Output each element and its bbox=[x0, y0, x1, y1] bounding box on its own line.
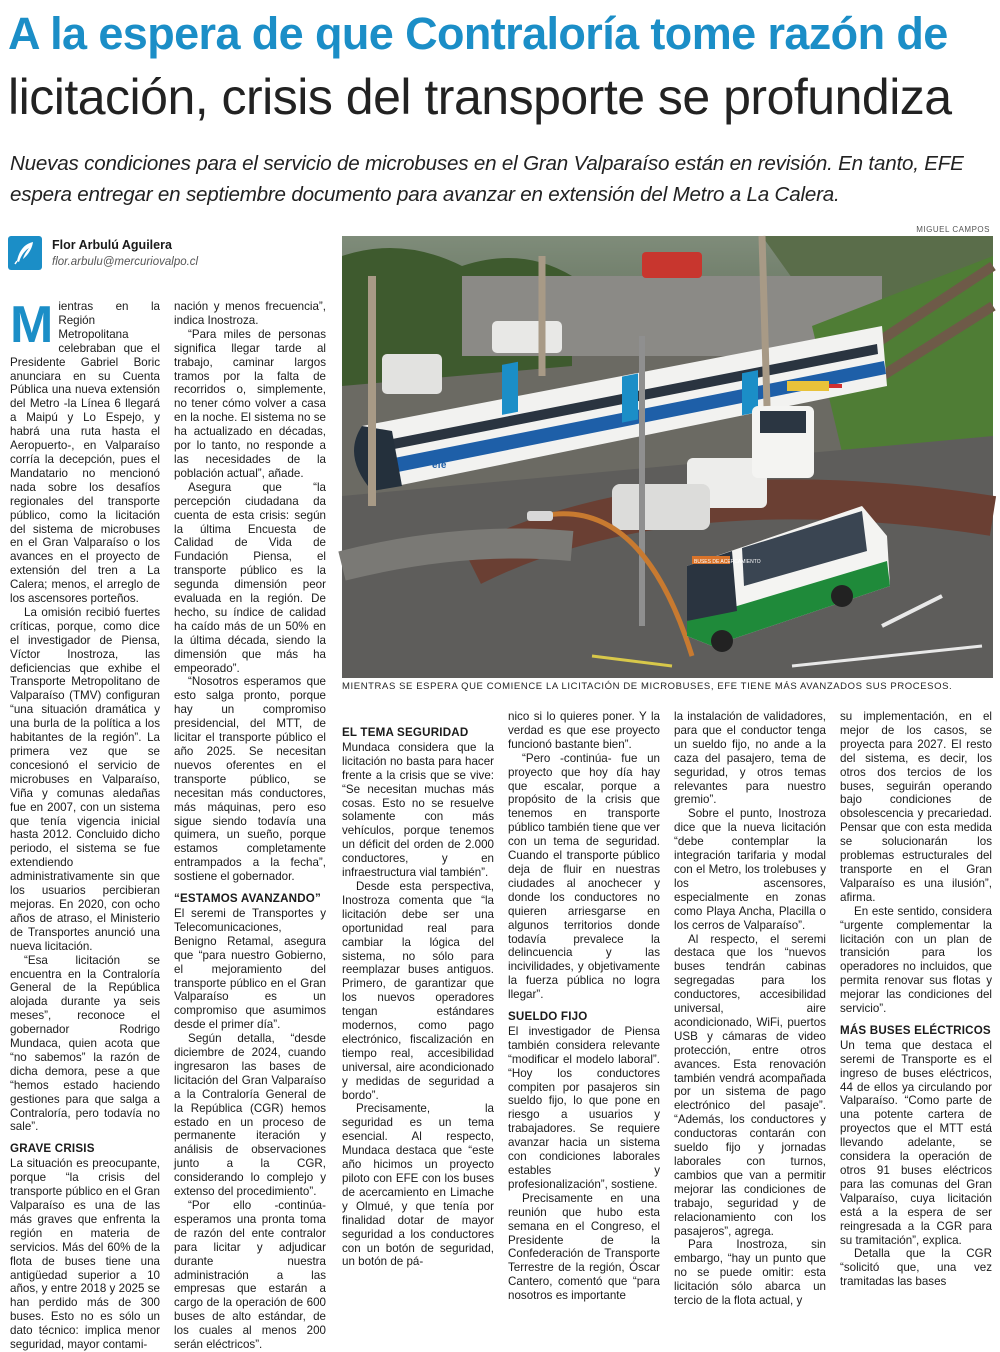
section-heading: SUELDO FIJO bbox=[508, 1010, 588, 1024]
paragraph: Mientras en la Región Metropolitana celebraban que el Presidente Gabriel Boric anunciara en su Cuenta Pública una nueva extensión del Metro -la Línea 6 llegará a Maipú y Lo Espejo, y habrá una ruta hasta el Aeropuerto-, en Valparaíso corría la decepción, pues el Mandatario no mencionó nada sobre los desafíos regionales del transporte público, como la licitación del sistema de microbuses en el Gran Valparaíso o los avances en el proyecto de extensión del tren a La Calera; menos, el arreglo de los ascensores porteños. bbox=[10, 296, 160, 606]
photo-caption: MIENTRAS SE ESPERA QUE COMIENCE LA LICITACIÓN DE MICROBUSES, EFE TIENE MÁS AVANZADOS SUS PROCESOS. bbox=[342, 681, 953, 692]
paragraph: “Pero -continúa- fue un proyecto que hoy día hay que escalar, porque a propósito de la crisis que tenemos en transporte público también tiene que ver con un tema de seguridad. Cuando el transporte público deja de fluir en nuestras ciudades al anochecer y donde los conductores no quieren arriesgarse en algunos territorios donde todavía prevalece la delincuencia y las incivilidades, y objetivamente la fuerza pública no logra llegar”. bbox=[508, 751, 660, 1002]
section-heading: GRAVE CRISIS bbox=[10, 1142, 95, 1156]
section-heading: EL TEMA SEGURIDAD bbox=[342, 726, 469, 739]
section-heading: MÁS BUSES ELÉCTRICOS bbox=[840, 1023, 991, 1037]
paragraph: Para Inostroza, sin embargo, “hay un punto que no se puede omitir: esta licitación sólo abarca un tercio de la flota actual, y bbox=[674, 1238, 826, 1308]
article-column-2 bbox=[174, 300, 326, 1352]
paragraph: El investigador de Piensa también considera relevante “modificar el modelo laboral”. “Hoy los conductores compiten por pasajeros sin sueldo fijo, lo que pone en riesgo a usuarios y trabajadores. Se requiere avanzar hacia un sistema con condiciones laborales estables y profesionalización”, sostiene. bbox=[508, 1024, 660, 1191]
paragraph: El seremi de Transportes y Telecomunicaciones, Benigno Retamal, asegura que “para nuestro Gobierno, el mejoramiento del transporte público en el Gran Valparaíso es un compromiso que asumimos desde el primer día”. bbox=[174, 906, 326, 1032]
drop-cap: M bbox=[10, 296, 54, 354]
author-byline bbox=[8, 236, 338, 276]
news-photo bbox=[342, 236, 993, 678]
headline-line-1: A la espera de que Contraloría tome razón de bbox=[8, 8, 948, 59]
paragraph: “Esa licitación se encuentra en la Contraloría General de la República alojada durante ya seis meses”, reconoce el gobernador Rodrigo Mundaca, quien acota que “no sabemos” la razón de dicha demora, pese a que “hemos estado haciendo gestiones para que salga a Contraloría, pero todavía no sale”. bbox=[10, 953, 160, 1134]
paragraph: Un tema que destaca el seremi de Transporte es el ingreso de buses eléctricos, 44 de ellos ya circulando por Valparaíso. “Como parte de una potente cartera de proyectos que el MTT está llevando adelante, se considera la operación de otros 91 buses eléctricos para las comunas del Gran Valparaíso, cuya licitación está a la espera de ser reingresada a la CGR para su tramitación”, explica. bbox=[840, 1038, 992, 1247]
paragraph: Al respecto, el seremi destaca que los “nuevos buses tendrán cabinas segregadas para los conductores, accesibilidad universal, aire acondicionado, WiFi, puertos USB y cámaras de video protección, entre otros avances. Esta renovación también vendrá acompañada por un sistema de pago electrónico del pasaje”. “Además, los conductores y conductoras contarán con sueldo fijo y jornadas laborales con turnos, cambios que van a permitir mejorar las condiciones de trabajo, seguridad y de relacionamiento con los pasajeros”, agrega. bbox=[674, 932, 826, 1238]
photo-credit: MIGUEL CAMPOS bbox=[916, 225, 990, 234]
paragraph: En este sentido, considera “urgente complementar la licitación con un plan de transición para los operadores no incluidos, que permita renovar sus flotas y mejorar las condiciones del servicio”. bbox=[840, 904, 992, 1016]
quill-icon bbox=[8, 236, 42, 270]
paragraph: Desde esta perspectiva, Inostroza comenta que “la licitación debe ser una oportunidad real para cambiar la lógica del sistema, no sólo para reemplazar buses antiguos. Primero, de garantizar que los nuevos operadores tengan estándares modernos, como pago electrónico, fiscalización en tiempo real, accesibilidad universal, aire acondicionado y medidas de seguridad a bordo”. bbox=[342, 879, 494, 1102]
article-column-6 bbox=[840, 710, 992, 1289]
paragraph: La omisión recibió fuertes críticas, porque, como dice el investigador de Piensa, Víctor Inostroza, las deficiencias que exhibe el Transporte Metropolitano de Valparaíso (TMV) configuran “una situación dramática y una burla de la política a los habitantes de la región”. La primera vez que se concesionó el servicio de microbuses en Valparaíso, Viña y comunas aledañas fue en 2007, con un sistema que tenía vigencia inicial hasta 2012. Concluido dicho periodo, el sistema se fue extendiendo administrativamente sin que los usuarios percibieran mejoras. En 2020, con ocho años de atraso, el Ministerio de Transportes anunció una nueva licitación. bbox=[10, 605, 160, 953]
headline-line-2: licitación, crisis del transporte se profundiza bbox=[8, 69, 952, 125]
article-column-3 bbox=[342, 718, 494, 1269]
paragraph: Precisamente en una reunión que hubo esta semana en el Congreso, el Presidente de la Confederación de Transporte Terrestre de la región, Óscar Cantero, comentó que “para nosotros es importante bbox=[508, 1191, 660, 1303]
paragraph: Mundaca considera que la licitación no basta para hacer frente a la crisis que se vive: “Se necesitan muchas más cosas. Esto no se resuelve solamente con más vehículos, porque tenemos un déficit del orden de 2.000 conductores, y en infraestructura vial también”. bbox=[342, 740, 494, 880]
paragraph: “Nosotros esperamos que esto salga pronto, porque hay un compromiso presidencial, del MTT, de licitar el transporte público el año 2025. Se necesitan nuevos oferentes en el transporte público, se necesitan más conductores, más máquinas, pero eso sigue siendo todavía una quimera, un sueño, porque estamos completamente entrampados a la fecha”, sostiene el gobernador. bbox=[174, 675, 326, 884]
paragraph: nico si lo quieres poner. Y la verdad es que ese proyecto funcionó bastante bien”. bbox=[508, 710, 660, 751]
paragraph: Detalla que la CGR “solicitó que, una vez tramitadas las bases bbox=[840, 1247, 992, 1289]
paragraph: Precisamente, la seguridad es un tema esencial. Al respecto, Mundaca destaca que “este año hicimos un proyecto piloto con EFE con los buses de acercamiento en Limache y Olmué, y que tenía por finalidad dotar de mayor seguridad a los conductores con un botón de seguridad, un botón de pá- bbox=[342, 1102, 494, 1269]
article-column-1 bbox=[10, 296, 160, 1352]
section-heading: “ESTAMOS AVANZANDO” bbox=[174, 892, 321, 906]
paragraph: “Por ello -continúa- esperamos una pronta toma de razón del ente contralor para licitar y adjudicar durante nuestra administración a las empresas que estarán a cargo de la operación de 600 buses de alto estándar, de los cuales al menos 200 serán eléctricos”. bbox=[174, 1199, 326, 1352]
paragraph: su implementación, en el mejor de los casos, se proyecta para 2027. El resto del sistema, es decir, los otros dos tercios de los buses, seguirán operando bajo condiciones de obsolescencia y precariedad. Pensar que con esta medida se solucionarán los problemas estructurales del transporte en el Gran Valparaíso es una ilusión”, afirma. bbox=[840, 710, 992, 904]
paragraph: nación y menos frecuencia”, indica Inostroza. bbox=[174, 300, 326, 327]
paragraph: Asegura que “la percepción ciudadana da cuenta de esta crisis: según la última Encuesta de Calidad de Vida de Fundación Piensa, el transporte público es la segunda dimensión peor evaluada en la región. De hecho, su índice de calidad ha caído más de un 50% en la última década, siendo la dimensión que más ha empeorado”. bbox=[174, 480, 326, 675]
author-email[interactable]: flor.arbulu@mercuriovalpo.cl bbox=[52, 256, 199, 268]
paragraph: la instalación de validadores, para que el conductor tenga un sueldo fijo, no ande a la caza del pasajero, tema de seguridad, y otros temas relevantes para nuestro gremio”. bbox=[674, 710, 826, 807]
article-column-5 bbox=[674, 710, 826, 1308]
article-column-4 bbox=[508, 710, 660, 1303]
paragraph: La situación es preocupante, porque “la crisis del transporte público en el Gran Valparaíso es una de las más graves que enfrenta la región en materia de servicios. Más del 60% de la flota de buses tiene una antigüedad superior a 10 años, y entre 2018 y 2025 se han perdido más de 300 buses. Esto no es sólo un dato técnico: implica menor seguridad, mayor contami- bbox=[10, 1157, 160, 1352]
bus-destination-sign: BUSES DE ACERCAMIENTO bbox=[694, 559, 761, 565]
paragraph: “Para miles de personas significa llegar tarde al trabajo, caminar largos tramos por la falta de recorridos o, simplemente, no tener cómo volver a casa en la noche. El sistema no se ha actualizado en décadas, por lo tanto, no responde a las necesidades de la población actual”, añade. bbox=[174, 327, 326, 480]
paragraph: Según detalla, “desde diciembre de 2024, cuando ingresaron las bases de licitación del Gran Valparaíso a la Contraloría General de la República (CGR) hemos estado en un proceso de permanente iteración y análisis de observaciones junto a la CGR, considerando lo complejo y extenso del procedimiento”. bbox=[174, 1032, 326, 1199]
deck-subtitle: Nuevas condiciones para el servicio de microbuses en el Gran Valparaíso están en revisión. En tanto, EFE espera entregar en septiembre documento para avanzar en extensión del Metro a La Calera. bbox=[10, 152, 964, 206]
paragraph: Sobre el punto, Inostroza dice que la nueva licitación “debe contemplar la integración tarifaria y modal con el Metro, los trolebuses y los ascensores, especialmente en zonas como Playa Ancha, Placilla o los cerros de Valparaíso”. bbox=[674, 807, 826, 932]
author-name: Flor Arbulú Aguilera bbox=[52, 238, 172, 252]
train-logo: efe bbox=[432, 460, 447, 471]
